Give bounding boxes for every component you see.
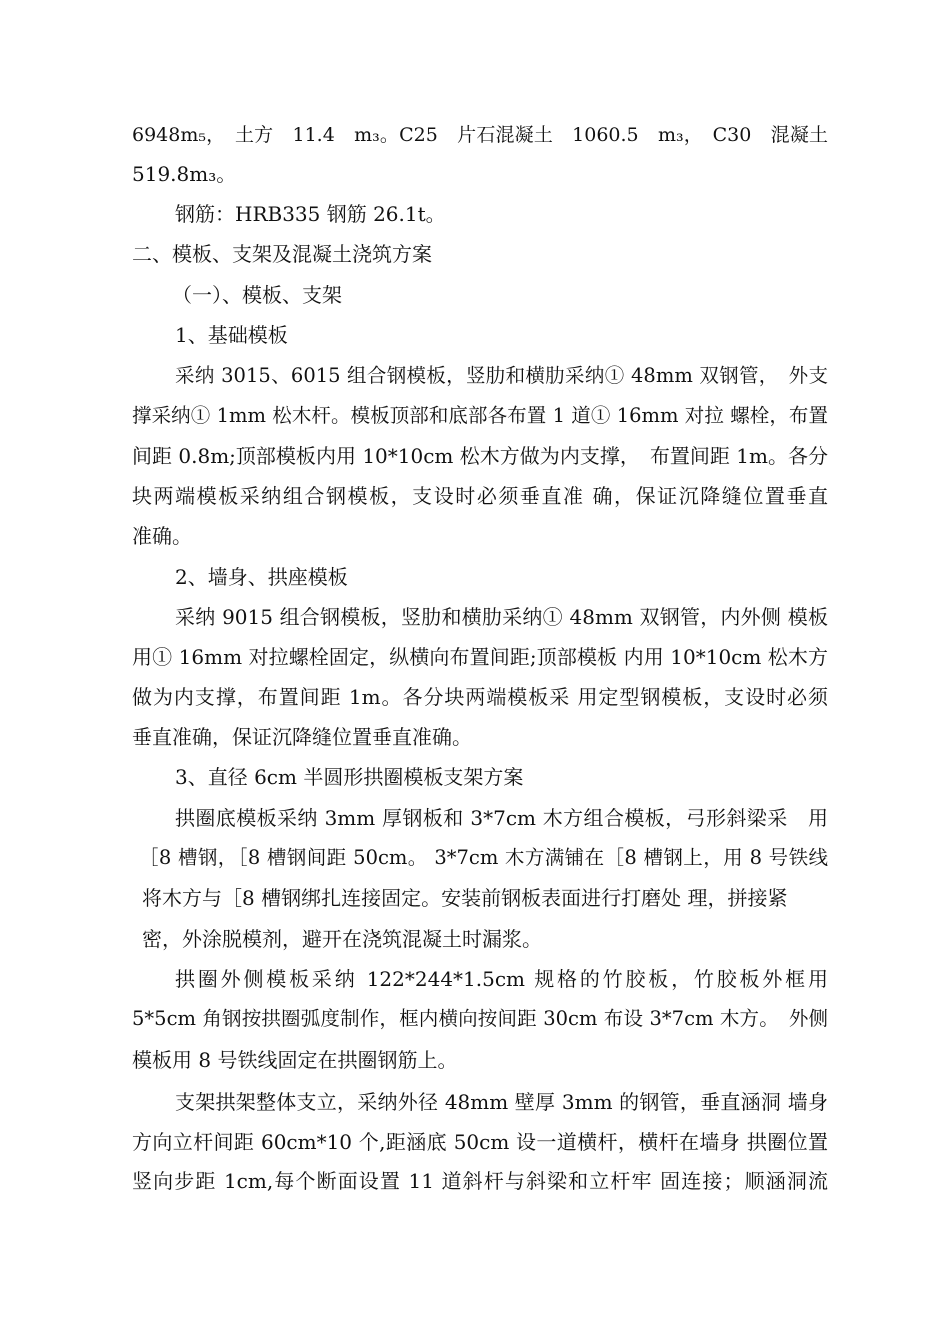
section-heading: 二、模板、支架及混凝土浇筑方案 (132, 242, 432, 266)
paragraph-line: 撑采纳① 1mm 松木杆。模板顶部和底部各布置 1 道① 16mm 对拉 螺栓，布置 (132, 404, 828, 427)
paragraph-line: 用① 16mm 对拉螺栓固定，纵横向布置间距;顶部模板 内用 10*10cm 松木方 (132, 645, 828, 669)
paragraph-line: 拱圈外侧模板采纳 122*244*1.5cm 规格的竹胶板，竹胶板外框用 (175, 967, 828, 991)
paragraph-line: 519.8m₃。 (132, 162, 237, 186)
paragraph-line: 采纳 9015 组合钢模板，竖肋和横肋采纳① 48mm 双钢管，内外侧 模板 (175, 605, 828, 629)
paragraph-line: 将木方与［8 槽钢绑扎连接固定。安装前钢板表面进行打磨处 理，拼接紧 (142, 886, 788, 910)
paragraph-line: 支架拱架整体支立，采纳外径 48mm 壁厚 3mm 的钢管，垂直涵洞 墙身 (175, 1090, 828, 1114)
paragraph-line: 5*5cm 角钢按拱圈弧度制作，框内横向按间距 30cm 布设 3*7cm 木方。 外侧 (132, 1007, 828, 1030)
subsection-heading: （一）、模板、支架 (172, 283, 342, 307)
paragraph-line: 间距 0.8m;顶部模板内用 10*10cm 松木方做为内支撑， 布置间距 1m。各分 (132, 444, 828, 468)
paragraph-line: 钢筋：HRB335 钢筋 26.1t。 (175, 202, 446, 226)
paragraph-line: 6948m₅， 土方 11.4 m₃。C25 片石混凝土 1060.5 m₃， C30 混凝土 (132, 124, 828, 146)
paragraph-line: 块两端模板采纳组合钢模板，支设时必须垂直准 确，保证沉降缝位置垂直 (132, 484, 828, 508)
paragraph-line: 采纳 3015、6015 组合钢模板，竖肋和横肋采纳① 48mm 双钢管， 外支 (175, 364, 828, 387)
paragraph-line: 模板用 8 号铁线固定在拱圈钢筋上。 (132, 1048, 458, 1072)
paragraph-line: 密，外涂脱模剂，避开在浇筑混凝土时漏浆。 (142, 927, 542, 951)
paragraph-line: 竖向步距 1cm,每个断面设置 11 道斜杆与斜梁和立杆牢 固连接；顺涵洞流 (132, 1169, 828, 1193)
paragraph-line: 准确。 (132, 524, 192, 548)
paragraph-line: ［8 槽钢，［8 槽钢间距 50cm。 3*7cm 木方满铺在［8 槽钢上，用 8 号铁线 (139, 846, 828, 869)
item-heading: 2、墙身、拱座模板 (175, 565, 348, 589)
paragraph-line: 方向立杆间距 60cm*10 个,距涵底 50cm 设一道横杆，横杆在墙身 拱圈位置 (132, 1130, 828, 1154)
paragraph-line: 拱圈底模板采纳 3mm 厚钢板和 3*7cm 木方组合模板，弓形斜梁采 用 (175, 806, 828, 830)
item-heading: 3、直径 6cm 半圆形拱圈模板支架方案 (175, 765, 524, 789)
paragraph-line: 垂直准确，保证沉降缝位置垂直准确。 (132, 725, 472, 749)
item-heading: 1、基础模板 (175, 323, 288, 347)
paragraph-line: 做为内支撑，布置间距 1m。各分块两端模板采 用定型钢模板，支设时必须 (132, 685, 828, 709)
